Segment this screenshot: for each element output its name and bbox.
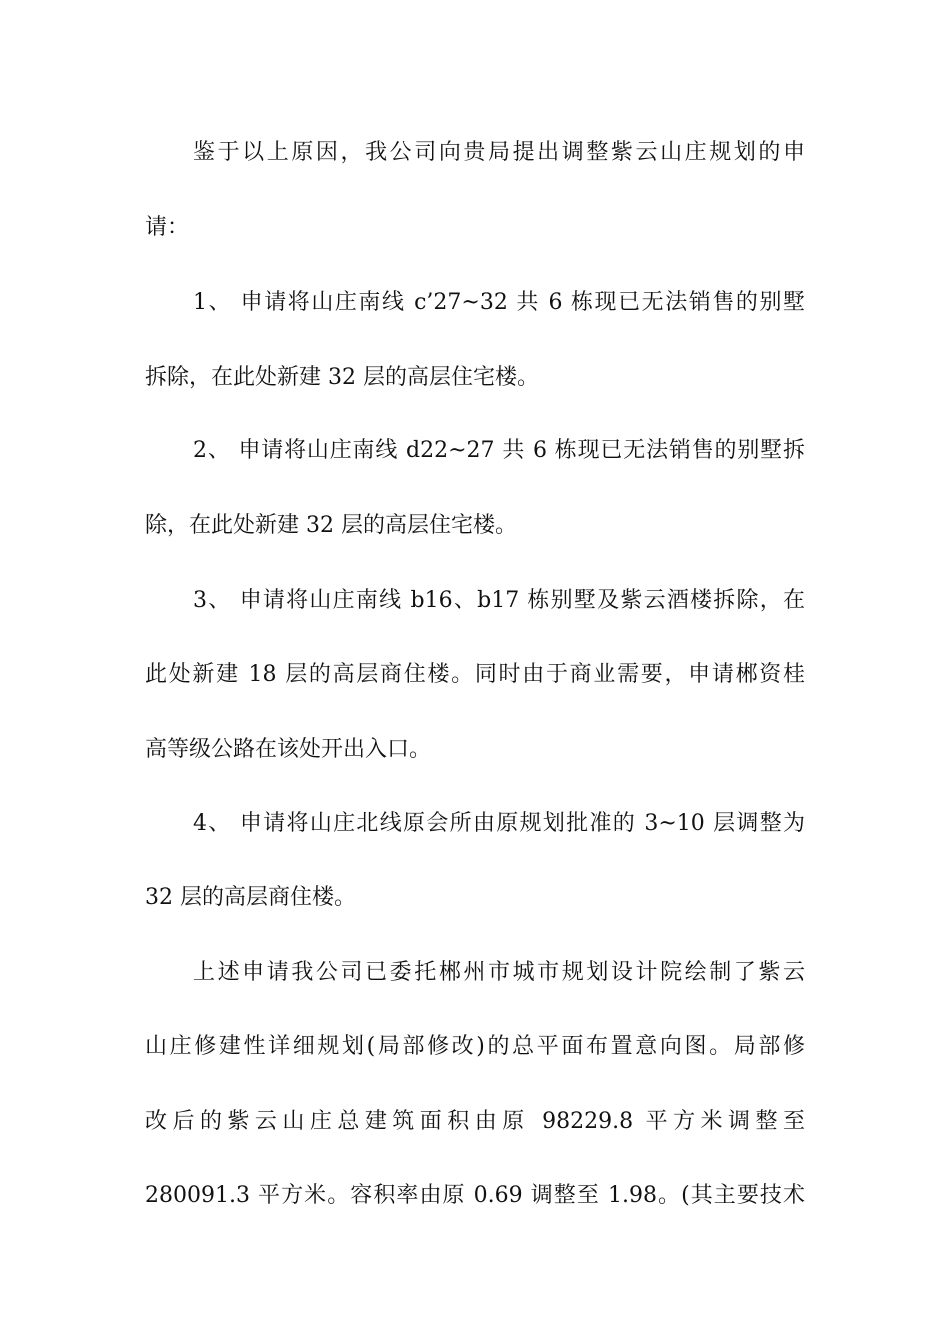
item-2-line-1: 2、 申请将山庄南线 d22~27 共 6 栋现已无法销售的别墅拆 [193, 438, 805, 463]
paragraph-summary-line-2: 山庄修建性详细规划(局部修改)的总平面布置意向图。局部修 [145, 1034, 805, 1059]
paragraph-intro-line-2: 请： [145, 215, 190, 240]
paragraph-intro-line-1: 鉴于以上原因，我公司向贵局提出调整紫云山庄规划的申 [193, 140, 805, 165]
item-3-line-1: 3、 申请将山庄南线 b16、b17 栋别墅及紫云酒楼拆除，在 [193, 588, 805, 613]
paragraph-summary-line-4: 280091.3 平方米。容积率由原 0.69 调整至 1.98。(其主要技术 [145, 1183, 805, 1208]
paragraph-summary-line-1: 上述申请我公司已委托郴州市城市规划设计院绘制了紫云 [193, 960, 805, 985]
item-4-line-2: 32 层的高层商住楼。 [145, 885, 356, 910]
item-3-line-2: 此处新建 18 层的高层商住楼。同时由于商业需要，申请郴资桂 [145, 662, 805, 687]
paragraph-summary-line-3: 改后的紫云山庄总建筑面积由原 98229.8 平方米调整至 [145, 1109, 805, 1134]
item-1-line-2: 拆除，在此处新建 32 层的高层住宅楼。 [145, 365, 539, 390]
item-3-line-3: 高等级公路在该处开出入口。 [145, 737, 432, 762]
item-1-line-1: 1、 申请将山庄南线 c’27~32 共 6 栋现已无法销售的别墅 [193, 290, 805, 315]
item-4-line-1: 4、 申请将山庄北线原会所由原规划批准的 3~10 层调整为 [193, 811, 805, 836]
item-2-line-2: 除，在此处新建 32 层的高层住宅楼。 [145, 513, 517, 538]
